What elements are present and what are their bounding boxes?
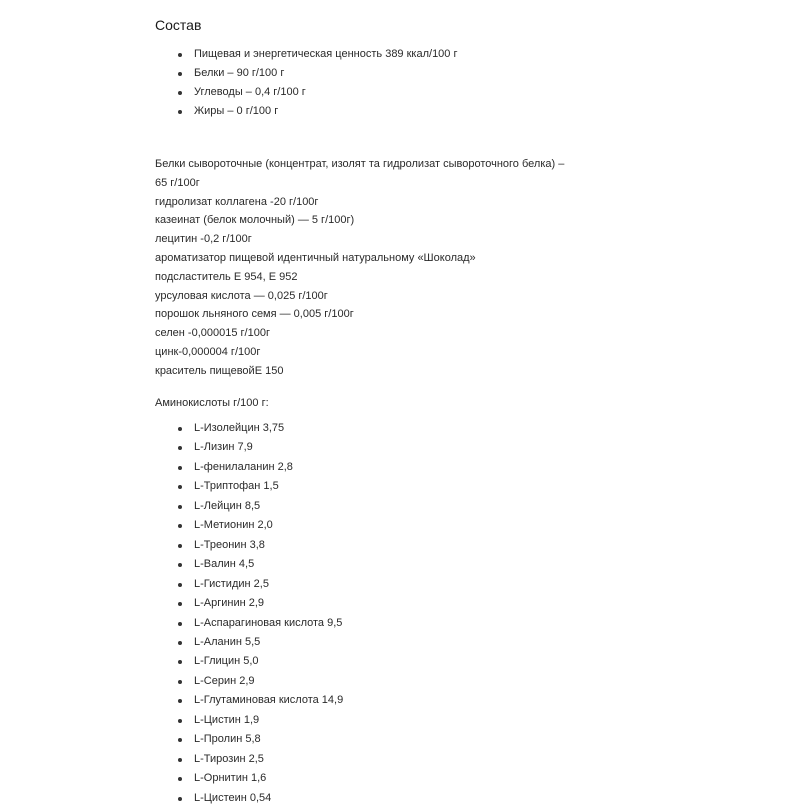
- amino-acid-item: L-фенилаланин 2,8: [178, 458, 343, 477]
- amino-acid-item: L-Серин 2,9: [178, 672, 343, 691]
- amino-acid-item: L-Треонин 3,8: [178, 536, 343, 555]
- amino-acid-item: L-Аргинин 2,9: [178, 594, 343, 613]
- ingredient-line: лецитин -0,2 г/100г: [155, 233, 252, 246]
- ingredient-line: гидролизат коллагена -20 г/100г: [155, 195, 319, 208]
- amino-acid-item: L-Изолейцин 3,75: [178, 419, 343, 438]
- amino-acid-item: L-Пролин 5,8: [178, 730, 343, 749]
- amino-acid-item: L-Лизин 7,9: [178, 438, 343, 457]
- amino-acid-item: L-Аланин 5,5: [178, 633, 343, 652]
- ingredient-line: селен -0,000015 г/100г: [155, 327, 270, 340]
- amino-acid-item: L-Валин 4,5: [178, 555, 343, 574]
- amino-acid-item: L-Орнитин 1,6: [178, 769, 343, 788]
- amino-acid-item: L-Гистидин 2,5: [178, 575, 343, 594]
- amino-acids-title: Аминокислоты г/100 г:: [155, 397, 269, 409]
- amino-acid-item: L-Аспарагиновая кислота 9,5: [178, 614, 343, 633]
- composition-item: Пищевая и энергетическая ценность 389 ккал/100 г: [178, 45, 457, 64]
- amino-acids-list: [178, 419, 343, 808]
- composition-list: [178, 45, 457, 121]
- amino-acid-item: L-Цистин 1,9: [178, 711, 343, 730]
- amino-acid-item: L-Глутаминовая кислота 14,9: [178, 691, 343, 710]
- amino-acid-item: L-Триптофан 1,5: [178, 477, 343, 496]
- amino-acid-item: L-Лейцин 8,5: [178, 497, 343, 516]
- ingredient-line: урсуловая кислота — 0,025 г/100г: [155, 289, 328, 302]
- ingredient-line: порошок льняного семя — 0,005 г/100г: [155, 308, 354, 321]
- amino-acid-item: L-Метионин 2,0: [178, 516, 343, 535]
- composition-item: Жиры – 0 г/100 г: [178, 102, 457, 121]
- ingredient-line: Белки сывороточные (концентрат, изолят та гидролизат сывороточного белка) –: [155, 158, 565, 170]
- amino-acid-item: L-Тирозин 2,5: [178, 750, 343, 769]
- amino-acid-item: L-Глицин 5,0: [178, 652, 343, 671]
- ingredients-block: [155, 155, 564, 381]
- ingredient-line: подсластитель Е 954, Е 952: [155, 270, 298, 283]
- ingredient-line: казеинат (белок молочный) — 5 г/100г): [155, 214, 355, 227]
- ingredient-line: ароматизатор пищевой идентичный натуральному «Шоколад»: [155, 251, 476, 264]
- ingredient-line: краситель пищевойЕ 150: [155, 364, 284, 377]
- ingredient-line: цинк-0,000004 г/100г: [155, 345, 261, 358]
- amino-acid-item: L-Цистеин 0,54: [178, 789, 343, 808]
- composition-item: Белки – 90 г/100 г: [178, 64, 457, 83]
- composition-item: Углеводы – 0,4 г/100 г: [178, 83, 457, 102]
- section-heading: Состав: [155, 17, 202, 33]
- ingredient-line: 65 г/100г: [155, 176, 200, 189]
